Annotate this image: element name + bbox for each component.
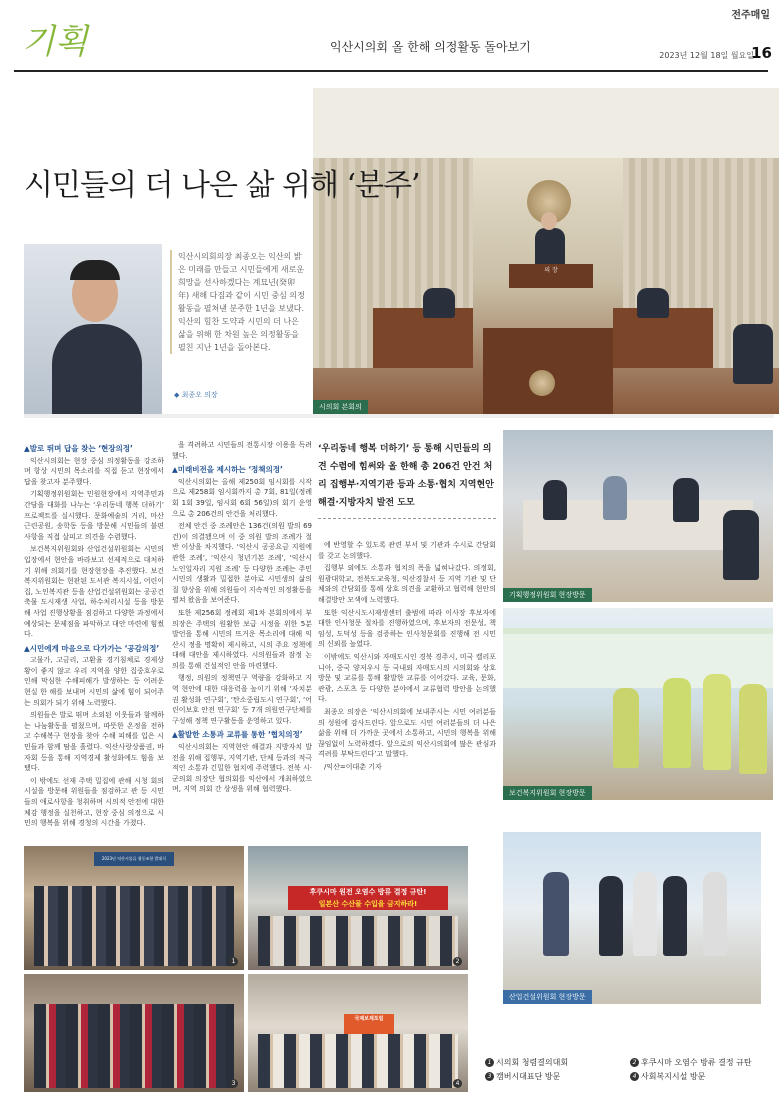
photo-number: 2	[453, 957, 462, 966]
paragraph: /익산=이대춘 기자	[324, 762, 382, 771]
legend-item: 1 시의회 청렴결의대회	[485, 1057, 630, 1068]
legend-item: 2 후쿠시마 오염수 방류 결정 규탄	[630, 1057, 775, 1068]
hero-photo-assembly	[313, 88, 779, 414]
paragraph: 에 반영할 수 있도록 관련 부서 및 기관과 수시로 간담회를 갖고 논의했다.	[318, 541, 496, 560]
legend-item: 3 캠버시대표단 방문	[485, 1071, 630, 1082]
intro-text: 익산시의회의장 최종오는 익산의 밝은 미래를 만들고 시민들에게 새로운 희망을 선사하겠다는 계묘년(癸卯年) 새해 다짐과 같이 시민 중심 의정활동을 펼쳐낸 분주한 1년을 보냈다. 익산의 힘찬 도약과 시민의 더 나은 삶을 위해 한 차원 높은 의정활동을 펼친 지난 1년을 돌아본다.	[170, 250, 306, 354]
ceiling	[313, 88, 779, 158]
paragraph: 행정, 의원의 정책연구 역량을 강화하고 지역 현안에 대한 대응력을 높이기 위해 ‘자치분권 활성화 연구회’, ‘탄소중립도시 연구회’, ‘어린이보호 안전 연구회’ 등 7개 의원연구단체를 구성해 정책 연구활동을 운영하고 있다.	[172, 674, 312, 725]
paragraph: 또한 제256회 정례회 제1차 본회의에서 부의장은 주택의 원활한 보급 시정을 위한 5분 발언을 통해 시민의 뜨거운 목소리에 대해 익산시 정을 명확히 제시하고, 시의 주요 정책에 대해 대안을 제시하였다. 시의원들과 잠정 논의를 통해 건설적인 안을 마련했다.	[172, 608, 312, 670]
paragraph: 이밖에도 익산시와 자매도시인 경북 경주시, 미국 캘리포니아, 중국 양저우시 등 국내외 자매도시의 시의회와 상호 방문 및 교류를 통해 활발한 교류를 이어갔다. 교육, 문화, 관광, 스포츠 등 다양한 분야에서 교류협력 방안을 논의했다.	[318, 652, 496, 704]
legend-item: 4 사회복지시설 방문	[630, 1071, 775, 1082]
headline: 시민들의 더 나은 삶 위해 ‘분주’	[24, 168, 420, 203]
photo-4-welfare-facility	[248, 974, 468, 1092]
podium	[509, 264, 593, 288]
page-title: 익산시의회 올 한해 의정활동 돌아보기	[330, 40, 531, 54]
paragraph: 전체 안건 중 조례안은 136건(의원 발의 69건)이 의결됐으며 이 중 의원 발의 조례가 절반 이상을 차지했다. ‘익산시 공공요금 지원에 관한 조례’, ‘익산시 청년기본 조례’, ‘익산시 노인일자리 지원 조례’ 등 다양한 조례는 주민 시민의 생활과 밀접한 분야로 시민생의 삶의 질 향상을 위해 의원들이 지속적인 의정활동을 펼쳐 왔음을 보여준다.	[172, 522, 312, 605]
issue-date: 2023년 12월 18일 월요일	[659, 51, 754, 60]
tent	[503, 628, 773, 688]
subheading: ▲활발한 소통과 교류를 통한 ‘협치의정’	[172, 730, 303, 740]
paragraph: 보건복지위원회와 산업건설위원회는 시민의 입장에서 현안을 바라보고 선제적으로 대처하기 위해 의회기를 현장현장을 추진했다. 보건복지위원회는 현판된 도서관 복지시설, 어린이집, 노인복지관 등을 산업건설위원회는 공공건축물 도시재생 사업, 하수처리시설 등을 방문해 사업 진행상황을 점검하고 다양한 과정에서 예상되는 문제점을 파악하고 대안 마련에 힘썼다.	[24, 545, 164, 639]
article-column-3	[318, 540, 496, 840]
section-label: 기획	[22, 22, 88, 62]
paragraph: 익산시의회는 현장 중심 의정활동을 강조하며 항상 시민의 목소리를 직접 듣고 현장에서 답을 찾고자 분주했다.	[24, 456, 164, 486]
photo-welfare-committee	[503, 608, 773, 800]
podium-sign: 의 장	[544, 267, 558, 274]
protest-banner: 후쿠시마 원전 오염수 방류 결정 규탄! 일본산 수산물 수입을 금지하라!	[288, 886, 448, 910]
photo-number: 4	[453, 1079, 462, 1088]
paragraph: 의원들은 발로 뛰며 소외된 이웃들과 함께하는 나눔활동을 펼쳤으며, 따뜻한 온정을 전하고 수해복구 현장을 찾아 수해 피해를 입은 시민들과 함께 땀을 흘렸다. 익산사랑상품권, 바자회 등을 통해 지역경제 활성화에도 힘을 보탰다.	[24, 711, 164, 773]
paragraph: 고물가, 고금리, 고환율 경기침체로 경제상황이 좋지 않고 우리 지역을 양한 집중호우로 인해 막심한 수해피해가 발생하는 등 어려운 현실 한 해를 보내며 시민의 삶에 힘이 되어주는 의회가 되기 위해 노력했다.	[24, 656, 164, 707]
paragraph: 을 격려하고 시민들의 전통시장 이용을 독려했다.	[172, 441, 312, 460]
paragraph: 집행부 외에도 소통과 협치의 폭을 넓혀나갔다. 의정회, 원광대학교, 전북도교육청, 익산경찰서 등 지역 기관 및 단체와의 간담회를 통해 상호 의견을 교환하고 협력해 현안의 해결방안 모색에 노력했다.	[318, 564, 496, 604]
photo-number: 1	[229, 957, 238, 966]
paragraph: 또한 익산시도시재생센터 출범에 따라 이사장 후보자에 대한 인사청문 절차를 진행하였으며, 후보자의 전문성, 책임성, 도덕성 등을 검증하는 인사청문회를 진행해 전 시민의 신뢰를 높였다.	[318, 608, 496, 649]
divider	[24, 414, 774, 418]
portrait-photo	[24, 244, 162, 414]
paragraph: 익산시의회는 지역현안 해결과 지방자치 발전을 위해 집행부, 지역기관, 단체 등과의 적극적인 소통과 긴밀한 협치에 주력했다. 전북 시·군의회 의장단 협의회를 익산에서 개최하였으며, 지역 의회 간 상생을 위해 협력했다.	[172, 743, 312, 794]
photo-legend	[485, 1055, 780, 1083]
intro-name: ◆ 최종오 의장	[174, 391, 218, 399]
header-rule	[14, 70, 768, 72]
event-banner: 2023년 익산시물류 협동조합 발대식	[94, 852, 174, 866]
article-column-2	[172, 440, 312, 840]
photo-industry-committee	[503, 832, 761, 1004]
photo-caption: 기획행정위원회 현장방문	[503, 588, 592, 602]
photo-caption: 산업건설위원회 현장방문	[503, 990, 592, 1004]
paragraph: 이 밖에도 선재 주택 밀집에 관해 시청 회의 시설을 방문해 위원들을 점검하고 관 등 시민들의 애로사항을 청취하며 시의적 안전에 대한 체감 행정을 실천하고, 현장 중심 의정으로 시민의 행복을 위해 경청의 시간을 가졌다.	[24, 776, 164, 828]
page-number: 16	[751, 44, 772, 62]
subheading: ▲시민에게 마음으로 다가가는 ‘공감의정’	[24, 643, 160, 653]
photo-number: 3	[229, 1079, 238, 1088]
pull-quote: ‘우리동네 행복 더하기’ 등 통해 시민들의 의견 수렴에 힘써와 올 한해 총 206건 안건 처리 집행부·지역기관 등과 소통·협치 지역현안 해결·지방자치 발전 도모	[318, 440, 496, 519]
photo-caption: 보건복지위원회 현장방문	[503, 786, 592, 800]
article-column-1	[24, 440, 164, 840]
photo-1-integrity-pledge	[24, 846, 244, 970]
photo-2-fukushima-protest	[248, 846, 468, 970]
paragraph: 익산시의회는 올해 제250회 임시회를 시작으로 제258회 임시회까지 총 7회, 81일(정례회 1회 39일, 임시회 6회 56일)의 회기 운영으로 총 206건의 안건을 처리했다.	[172, 477, 312, 518]
photo-3-delegation-visit	[24, 974, 244, 1092]
subheading: ▲발로 뛰며 답을 찾는 ‘현장의정’	[24, 444, 133, 453]
page-header	[0, 0, 782, 72]
paragraph: 최종오 의장은 ‘익산시의회에 보내주시는 시민 여러분들의 성원에 감사드린다. 앞으로도 시민 여러분들의 더 나은 삶을 위해 더 가까운 곳에서 소통하고, 시민의 행복을 위해 끊임없이 노력하겠다. 앞으로의 익산시의회에 많은 관심과 격려를 부탁드린다’고 말했다.	[318, 707, 496, 759]
small-banner: 국제보제포럼	[344, 1014, 394, 1054]
subheading: ▲미래비전을 제시하는 ‘정책의정’	[172, 465, 283, 475]
paragraph: 기획행정위원회는 민원현장에서 지역주민과 간담을 대화를 나누는 ‘우리동네 행복 더하기’ 프로젝트를 실시했다. 문화예술의 거리, 마산근린공원, 송학동 등을 방문해 시민들의 불편사항을 직접 살피고 의견을 수렴했다.	[24, 490, 164, 541]
hero-caption: 시의회 본회의	[313, 400, 368, 414]
publication-name: 전주매일	[731, 10, 770, 21]
photo-admin-committee	[503, 430, 773, 602]
